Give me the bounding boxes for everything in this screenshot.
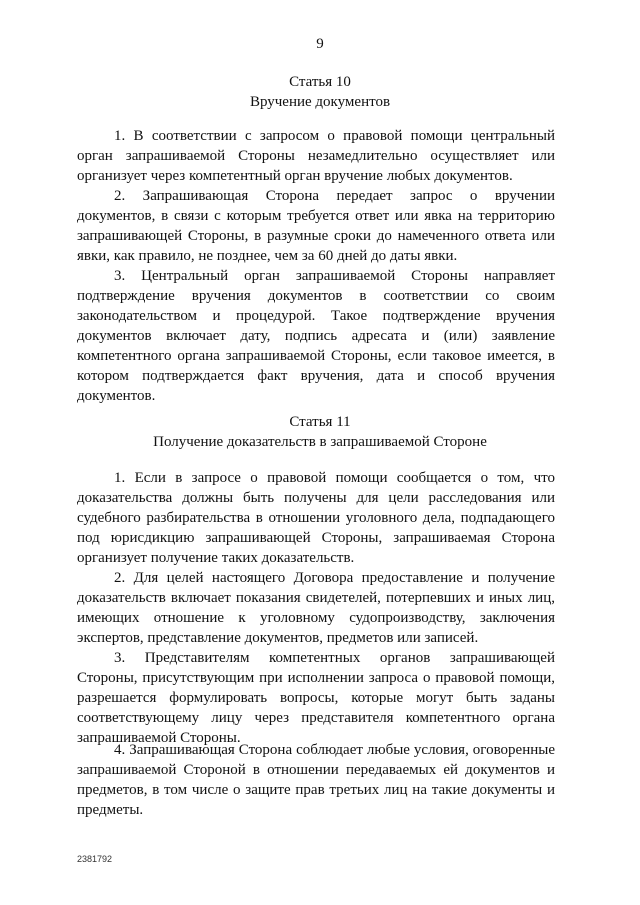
article-11-paragraph-4: 4. Запрашивающая Сторона соблюдает любые условия, оговоренные запрашиваемой Стороной в отношении передаваемых ей документов и предметов, в том числе о защите прав третьих лиц на такие документы и предметы.: [77, 742, 555, 818]
article-11-header: [0, 412, 640, 452]
page-number: 9: [316, 36, 324, 52]
article-11-heading: Статья 11: [289, 414, 351, 430]
article-10-paragraph-1: 1. В соответствии с запросом о правовой помощи центральный орган запрашиваемой Стороны незамедлительно осуществляет или организует через компетентный орган вручение любых документов.: [77, 128, 555, 184]
article-10-paragraph-3: 3. Центральный орган запрашиваемой Стороны направляет подтверждение вручения документов в соответствии со своим законодательством и процедурой. Такое подтверждение вручения документов включает дату, подпись адресата и (или) заявление компетентного органа запрашиваемой Стороны, если таковое имеется, в котором подтверждается факт вручения, дата и способ вручения документов.: [77, 268, 555, 404]
article-11-title: Получение доказательств в запрашиваемой Стороне: [153, 434, 487, 450]
article-11-paragraph-1: 1. Если в запросе о правовой помощи сообщается о том, что доказательства должны быть получены для цели расследования или судебного разбирательства в отношении уголовного дела, подпадающего под юрисдикцию запрашивающей Стороны, запрашиваемая Сторона организует получение таких доказательств.: [77, 470, 555, 566]
article-10-title: Вручение документов: [249, 94, 391, 110]
article-10-header: [0, 72, 640, 112]
document-code: 2381792: [77, 854, 113, 864]
article-10-heading: Статья 10: [289, 74, 351, 90]
article-10-paragraph-2: 2. Запрашивающая Сторона передает запрос о вручении документов, в связи с которым требуется ответ или явка на территорию запрашивающей Стороны, в разумные сроки до намеченного ответа или явки, как правило, не позднее, чем за 60 дней до даты явки.: [77, 188, 555, 264]
article-11-paragraph-3: 3. Представителям компетентных органов запрашивающей Стороны, присутствующим при исполнении запроса о правовой помощи, разрешается формулировать вопросы, которые могут быть заданы соответствующему лицу через представителя компетентного органа запрашиваемой Стороны.: [77, 650, 555, 746]
article-11-paragraph-2: 2. Для целей настоящего Договора предоставление и получение доказательств включает показания свидетелей, потерпевших и иных лиц, имеющих отношение к уголовному судопроизводству, заключения экспертов, представление документов, предметов или записей.: [77, 570, 555, 646]
